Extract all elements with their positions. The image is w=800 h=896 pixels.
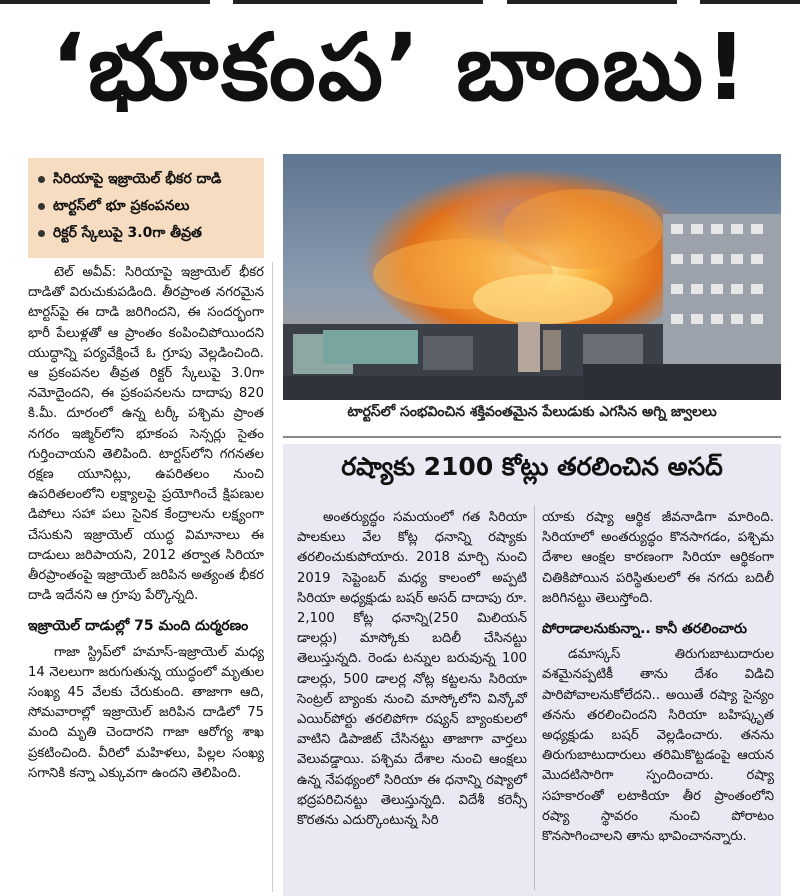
top-rule — [0, 0, 800, 10]
bullet-item: సిరియాపై ఇజ్రాయెల్ భీకర దాడి — [38, 166, 254, 193]
side-story-subhead: పోరాడాలనుకున్నా.. కానీ తరలించారు — [542, 621, 748, 638]
column-divider — [534, 505, 535, 890]
article-paragraph: గాజా స్ట్రిప్‌లో హమాస్-ఇజ్రాయెల్ మధ్య 14 నెలలుగా జరుగుతున్న యుద్ధంలో మృతుల సంఖ్య 45 వేలకు చేరుకుంది. తాజాగా ఆది, సోమవారాల్లో ఇజ్రాయెల్ జరిపిన దాడిలో 75 మంది మృతి చెందారని గాజా ఆరోగ్య శాఖ ప్రకటించింది. వీరిలో మహిళలు, పిల్లల సంఖ్య సగానికి కన్నా ఎక్కువగా ఉందని తెలిపింది. — [28, 644, 264, 781]
headline: ‘భూకంప’ బాంబు! — [50, 14, 750, 121]
article-paragraph: యాకు రష్యా ఆర్థిక జీవనాడిగా మారింది. సిరియాలో అంతర్యుద్ధం కొనసాగడం, పశ్చిమ దేశాల ఆంక్షల కారణంగా సిరియా ఆర్థికంగా చితికిపోయిన పరిస్థితులలో ఈ నగదు బదిలీ జరిగినట్టు తెలుస్తోంది. — [542, 510, 774, 606]
article-paragraph: డమాస్కస్ తిరుగుబాటుదారుల వశమైనప్పటికీ తాను దేశం విడిచి పారిపోవాలనుకోలేదని.. అయితే రష్యా సైన్యం తనను తరలించిందని సిరియా బహిష్కృత అధ్యక్షుడు బషర్ వెల్లడించారు. తనను తిరుగుబాటుదారులు తరిమికొట్టడంపై ఆయన మొదటిసారిగా స్పందించారు. రష్యా సహకారంతో లటాకియా తీర ప్రాంతంలోని రష్యా స్థావరం నుంచి పోరాటం కొనసాగించాలని తాను భావించానన్నారు. — [542, 647, 774, 845]
side-story-column-2 — [542, 508, 774, 847]
photo-caption: టార్టస్‌లో సంభవించిన శక్తివంతమైన పేలుడుకు ఎగసిన అగ్ని జ్వాలలు — [347, 404, 717, 420]
section-rule — [283, 436, 781, 438]
column-divider — [272, 262, 273, 892]
article-paragraph: టెల్ అవీవ్: సిరియాపై ఇజ్రాయెల్ భీకర దాడితో విరుచుకుపడింది. తీరప్రాంత నగరమైన టార్టస్‌పై ఈ దాడి జరిగిందని, ఈ సందర్భంగా భారీ పేలుళ్లతో ఆ ప్రాంతం కంపించిపోయిందని యుద్ధాన్ని పర్యవేక్షించే ఓ గ్రూపు వెల్లడించింది. ఆ ప్రకంపనల తీవ్రత రిక్టర్ స్కేలుపై 3.0గా నమోదైందని, ఈ ప్రకంపనలను దాదాపు 820 కి.మీ. దూరంలో ఉన్న టర్కీ పశ్చిమ ప్రాంత నగరం ఇజ్మిర్‌లోని భూకంప సెన్సర్లు సైతం గుర్తించాయని తెలిపింది. టార్టస్‌లోని గగనతల రక్షణ యూనిట్లు, ఉపరితలం నుంచి ఉపరితలంలోని లక్ష్యాలపై ప్రయోగించే క్షిపణుల డిపోలు సహా పలు సైనిక కేంద్రాలను లక్ష్యంగా చేసుకుని ఇజ్రాయెల్ యుద్ధ విమానాలు ఈ దాడులు జరిపాయని, 2012 తర్వాత సిరియా తీరప్రాంతంపై ఇజ్రాయెల్ జరిపిన అత్యంత భీకర దాడి ఇదేనని ఆ గ్రూపు పేర్కొన్నది. — [28, 265, 264, 604]
side-story-column-1 — [297, 508, 527, 831]
article-paragraph: అంతర్యుద్ధం సమయంలో గత సిరియా పాలకులు వేల కోట్ల ధనాన్ని రష్యాకు తరలించుకుపోయారు. 2018 మార్చి నుంచి 2019 సెప్టెంబర్ మధ్య కాలంలో అప్పటి సిరియా అధ్యక్షుడు బషర్ అసద్ దాదాపు రూ. 2,100 కోట్ల ధనాన్ని(250 మిలియన్ డాలర్లు) మాస్కోకు బదిలీ చేసినట్టు తెలుస్తున్నది. రెండు టన్నుల బరువున్న 100 డాలర్లు, 500 డాలర్ల నోట్ల కట్టలను సిరియా సెంట్రల్ బ్యాంకు నుంచి మాస్కోలోని విన్కోవో ఎయిర్‌పోర్టు తరలిపోగా రష్యన్ బ్యాంకులలో వాటిని డిపాజిట్ చేసినట్టు తాజాగా వార్తలు వెలువడ్డాయి. పశ్చిమ దేశాల నుంచి ఆంక్షలు ఉన్న నేపథ్యంలో సిరియా ఈ ధనాన్ని రష్యాలో భద్రపరిచినట్టు తెలుస్తున్నది. విదేశీ కరెన్సీ కొరతను ఎదుర్కొంటున్న సిరి — [297, 510, 527, 829]
bullet-box — [28, 158, 264, 258]
main-article — [28, 263, 264, 784]
bullet-icon — [38, 230, 45, 237]
bullet-item: టార్టస్‌లో భూ ప్రకంపనలు — [38, 193, 254, 220]
side-story-title: రష్యాకు 2100 కోట్లు తరలించిన అసద్ — [341, 452, 723, 481]
news-photo — [283, 154, 781, 400]
explosion-image — [283, 154, 781, 400]
article-subhead: ఇజ్రాయెల్ దాడుల్లో 75 మంది దుర్మరణం — [28, 618, 249, 635]
bullet-item: రిక్టర్ స్కేలుపై 3.0గా తీవ్రత — [38, 220, 254, 247]
bullet-icon — [38, 203, 45, 210]
bullet-icon — [38, 176, 45, 183]
